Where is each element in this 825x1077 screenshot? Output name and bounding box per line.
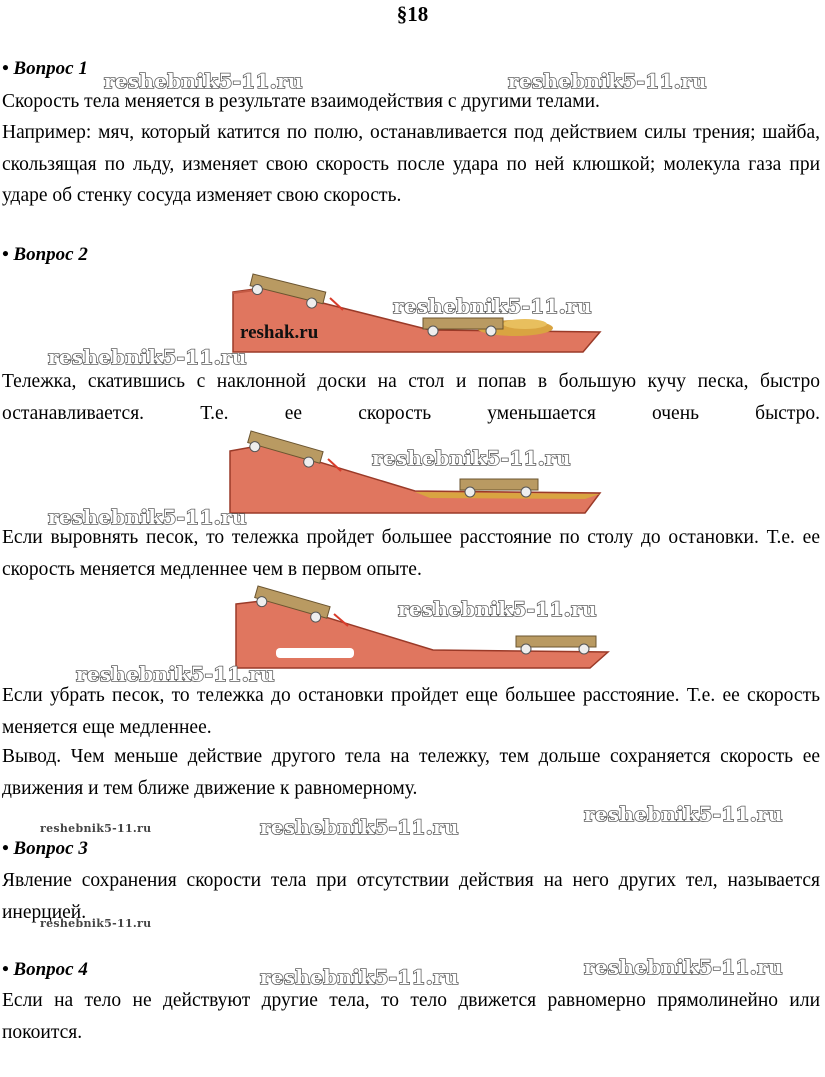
question-4-answer: Если на тело не действуют другие тела, то тело движется равномерно прямолинейно или покоится. <box>2 990 820 1043</box>
question-3-label: • Вопрос 3 <box>2 838 88 859</box>
watermark: reshebnik5-11.ru <box>260 965 459 989</box>
watermark: reshebnik5-11.ru <box>48 345 247 369</box>
watermark: reshebnik5-11.ru <box>584 802 783 826</box>
watermark: reshebnik5-11.ru <box>76 662 275 686</box>
watermark-small: reshebnik5-11.ru <box>40 917 152 930</box>
question-1-label: • Вопрос 1 <box>2 58 88 79</box>
watermark: reshebnik5-11.ru <box>584 955 783 979</box>
watermark: reshebnik5-11.ru <box>260 815 459 839</box>
question-2-paragraph-2: Если выровнять песок, то тележка пройдет большее расстояние по столу до остановки. Т.е. ее скорость меняется медленнее чем в первом опыте. <box>2 527 820 580</box>
watermark: reshebnik5-11.ru <box>393 294 592 318</box>
watermark-small: reshebnik5-11.ru <box>40 822 152 835</box>
question-1-example: Например: мяч, который катится по полю, останавливается под действием силы трения; шайба, скользящая по льду, изменяет свою скорость после удара по ней клюшкой; молекула газа при ударе об стенку сосуда изменяет свою скорость. <box>2 122 820 206</box>
question-2-paragraph-3: Если убрать песок, то тележка до остановки пройдет еще большее расстояние. Т.е. ее скорость меняется еще медленнее. <box>2 685 820 738</box>
question-4-label: • Вопрос 4 <box>2 959 88 980</box>
watermark: reshebnik5-11.ru <box>508 69 707 93</box>
question-2-paragraph-1: Тележка, скатившись с наклонной доски на стол и попав в большую кучу песка, быстро останавливается. Т.е. ее скорость уменьшается очень быстро. <box>2 371 820 424</box>
question-2-label: • Вопрос 2 <box>2 244 88 265</box>
question-2-conclusion: Вывод. Чем меньше действие другого тела на тележку, тем дольше сохраняется скорость ее движения и тем ближе движение к равномерному. <box>2 746 820 799</box>
watermark: reshebnik5-11.ru <box>48 505 247 529</box>
figure-cart-no-sand <box>228 580 613 670</box>
watermark: reshebnik5-11.ru <box>372 446 571 470</box>
watermark: reshebnik5-11.ru <box>104 69 303 93</box>
watermark: reshebnik5-11.ru <box>398 597 597 621</box>
watermark-reshak: reshak.ru <box>240 322 319 343</box>
question-3-answer: Явление сохранения скорости тела при отсутствии действия на него других тел, называется инерцией. <box>2 870 820 923</box>
page-title: §18 <box>396 2 429 26</box>
question-1-answer-line: Скорость тела меняется в результате взаимодействия с другими телами. <box>2 91 600 112</box>
